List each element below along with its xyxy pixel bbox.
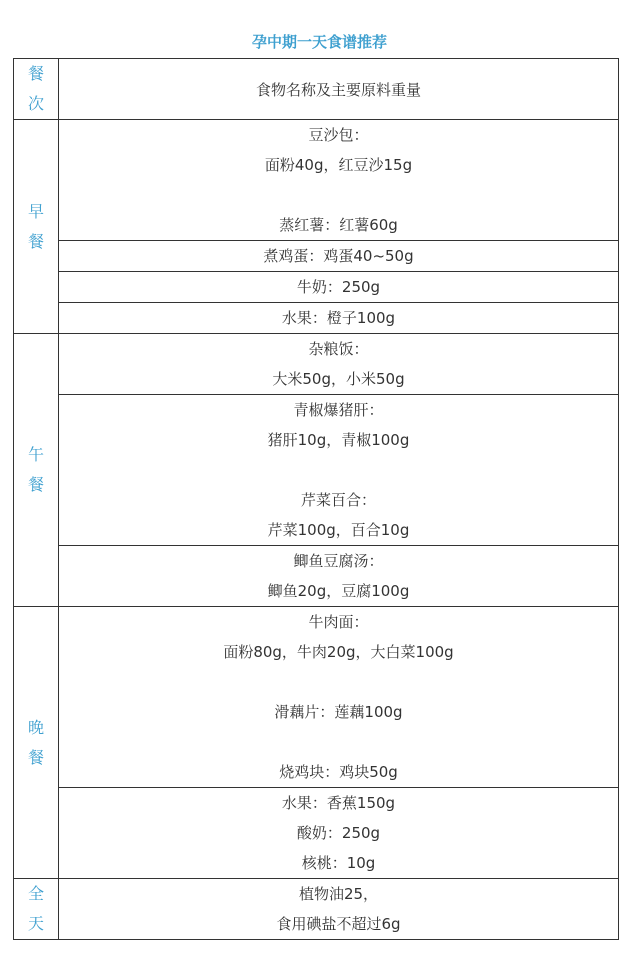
food-row [14, 272, 619, 303]
food-cell [59, 395, 619, 546]
food-cell [59, 607, 619, 788]
food-line: 猪肝10g，青椒100g [267, 431, 410, 449]
food-row [14, 607, 619, 788]
meal-label-char: 餐 [27, 231, 44, 251]
food-line [59, 727, 618, 757]
meal-label [14, 879, 59, 940]
food-line: 杂粮饭： [308, 340, 369, 358]
food-cell [59, 334, 619, 395]
food-line: 芹菜100g，百合10g [267, 521, 410, 539]
food-row [14, 303, 619, 334]
food-cell [59, 120, 619, 241]
food-line [59, 455, 618, 485]
food-line: 豆沙包： [308, 126, 369, 144]
food-line: 滑藕片：莲藕100g [274, 703, 403, 721]
food-line: 青椒爆猪肝： [293, 401, 384, 419]
meal-label-char: 天 [27, 914, 44, 933]
food-cell [59, 272, 619, 303]
page-title: 孕中期一天食谱推荐 [251, 33, 387, 51]
food-cell [59, 303, 619, 334]
food-line: 牛肉面： [308, 613, 369, 631]
food-row [14, 788, 619, 879]
food-row [14, 120, 619, 241]
food-line: 蒸红薯：红薯60g [279, 216, 398, 234]
food-row [14, 395, 619, 546]
meal-column-header [14, 59, 59, 120]
meal-label-char: 早 [27, 201, 44, 221]
food-line: 煮鸡蛋：鸡蛋40~50g [263, 247, 414, 265]
meal-label-char: 全 [27, 884, 44, 903]
food-line: 面粉80g，牛肉20g，大白菜100g [223, 643, 454, 661]
meal-label [14, 607, 59, 879]
food-line: 面粉40g，红豆沙15g [264, 156, 413, 174]
food-line: 牛奶：250g [296, 278, 381, 296]
food-line: 水果：橙子100g [281, 309, 396, 327]
food-cell [59, 879, 619, 940]
food-line: 鲫鱼豆腐汤： [293, 552, 384, 570]
food-line: 水果：香蕉150g [281, 794, 396, 812]
food-line: 核桃：10g [301, 854, 376, 872]
food-row [14, 334, 619, 395]
meal-label-char: 餐 [27, 747, 44, 767]
food-cell [59, 788, 619, 879]
meal-label-char: 晚 [27, 717, 44, 737]
food-row [14, 241, 619, 272]
food-row [14, 879, 619, 940]
food-line [59, 667, 618, 697]
food-cell [59, 241, 619, 272]
meal-label [14, 120, 59, 334]
food-line: 大米50g，小米50g [272, 370, 405, 388]
recipe-table [13, 58, 619, 940]
meal-label-char: 餐 [27, 475, 44, 494]
recipe-table-body [14, 59, 619, 940]
table-header-row [14, 59, 619, 120]
food-row [14, 546, 619, 607]
meal-label-char: 午 [27, 445, 44, 464]
meal-label [14, 334, 59, 607]
food-line: 鲫鱼20g，豆腐100g [267, 582, 410, 600]
meal-column-header-char: 次 [27, 94, 44, 113]
meal-column-header-char: 餐 [27, 64, 44, 83]
food-line: 食用碘盐不超过6g [276, 915, 401, 933]
food-line: 烧鸡块：鸡块50g [279, 763, 398, 781]
food-column-header: 食物名称及主要原料重量 [59, 59, 619, 120]
food-line [59, 180, 618, 210]
food-cell [59, 546, 619, 607]
food-line: 植物油25， [298, 885, 379, 903]
food-line: 芹菜百合： [300, 491, 376, 509]
food-line: 酸奶：250g [296, 824, 381, 842]
